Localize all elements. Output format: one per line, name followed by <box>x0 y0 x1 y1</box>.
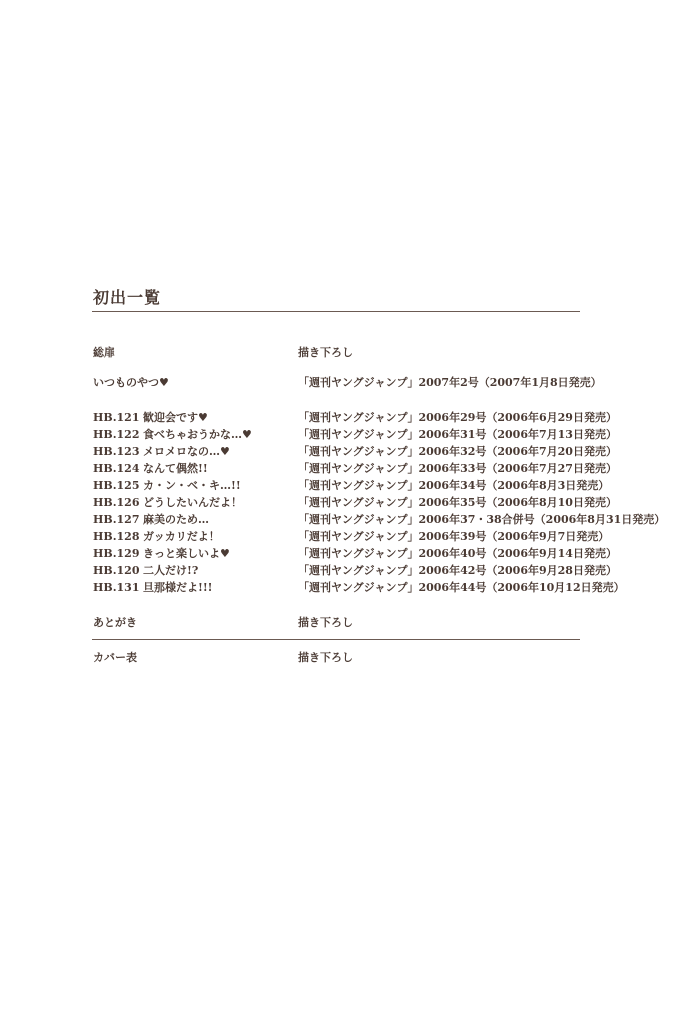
chapter-number: HB.126 <box>93 496 140 509</box>
item-source: 描き下ろし <box>298 651 353 664</box>
item-source: 描き下ろし <box>298 346 353 359</box>
chapter-source: 「週刊ヤングジャンプ」2006年33号（2006年7月27日発売） <box>298 462 617 475</box>
chapter-title: 旦那様だよ!!! <box>143 581 213 594</box>
chapter-source: 「週刊ヤングジャンプ」2006年29号（2006年6月29日発売） <box>298 411 617 424</box>
chapter-source: 「週刊ヤングジャンプ」2006年39号（2006年9月7日発売） <box>298 530 610 543</box>
chapter-source: 「週刊ヤングジャンプ」2006年42号（2006年9月28日発売） <box>298 564 617 577</box>
chapter-number: HB.127 <box>93 513 140 526</box>
title-divider <box>92 311 580 312</box>
item-label: 総扉 <box>93 346 115 359</box>
chapter-title: ガッカリだよ！ <box>143 530 220 543</box>
chapter-number: HB.128 <box>93 530 140 543</box>
chapter-source: 「週刊ヤングジャンプ」2006年40号（2006年9月14日発売） <box>298 547 617 560</box>
item-label: カバー表 <box>93 651 137 664</box>
chapter-title: どうしたいんだよ！ <box>143 496 242 509</box>
chapter-source: 「週刊ヤングジャンプ」2006年34号（2006年8月3日発売） <box>298 479 610 492</box>
chapter-source: 「週刊ヤングジャンプ」2006年44号（2006年10月12日発売） <box>298 581 625 594</box>
chapter-title: 二人だけ!? <box>143 564 199 577</box>
section-divider <box>92 639 580 640</box>
item-label: あとがき <box>93 616 137 629</box>
chapter-title: メロメロなの…♥ <box>143 445 230 458</box>
item-source: 描き下ろし <box>298 616 353 629</box>
chapter-title: 歓迎会です♥ <box>143 411 208 424</box>
chapter-number: HB.123 <box>93 445 140 458</box>
chapter-title: カ・ン・ベ・キ…!! <box>143 479 241 492</box>
chapter-source: 「週刊ヤングジャンプ」2006年32号（2006年7月20日発売） <box>298 445 617 458</box>
chapter-source: 「週刊ヤングジャンプ」2006年31号（2006年7月13日発売） <box>298 428 617 441</box>
chapter-title: 食べちゃおうかな…♥ <box>143 428 252 441</box>
chapter-number: HB.124 <box>93 462 140 475</box>
chapter-number: HB.129 <box>93 547 140 560</box>
chapter-number: HB.120 <box>93 564 140 577</box>
chapter-source: 「週刊ヤングジャンプ」2006年37・38合併号（2006年8月31日発売） <box>298 513 666 526</box>
chapter-title: 麻美のため… <box>143 513 209 526</box>
chapter-number: HB.125 <box>93 479 140 492</box>
chapter-title: なんて偶然!! <box>143 462 208 475</box>
chapter-number: HB.122 <box>93 428 140 441</box>
chapter-number: HB.131 <box>93 581 140 594</box>
chapter-source: 「週刊ヤングジャンプ」2006年35号（2006年8月10日発売） <box>298 496 617 509</box>
chapter-title: きっと楽しいよ♥ <box>143 547 230 560</box>
page-title: 初出一覧 <box>93 288 162 307</box>
item-source: 「週刊ヤングジャンプ」2007年2号（2007年1月8日発売） <box>298 376 602 389</box>
item-label: いつものやつ♥ <box>93 376 169 389</box>
chapter-number: HB.121 <box>93 411 140 424</box>
